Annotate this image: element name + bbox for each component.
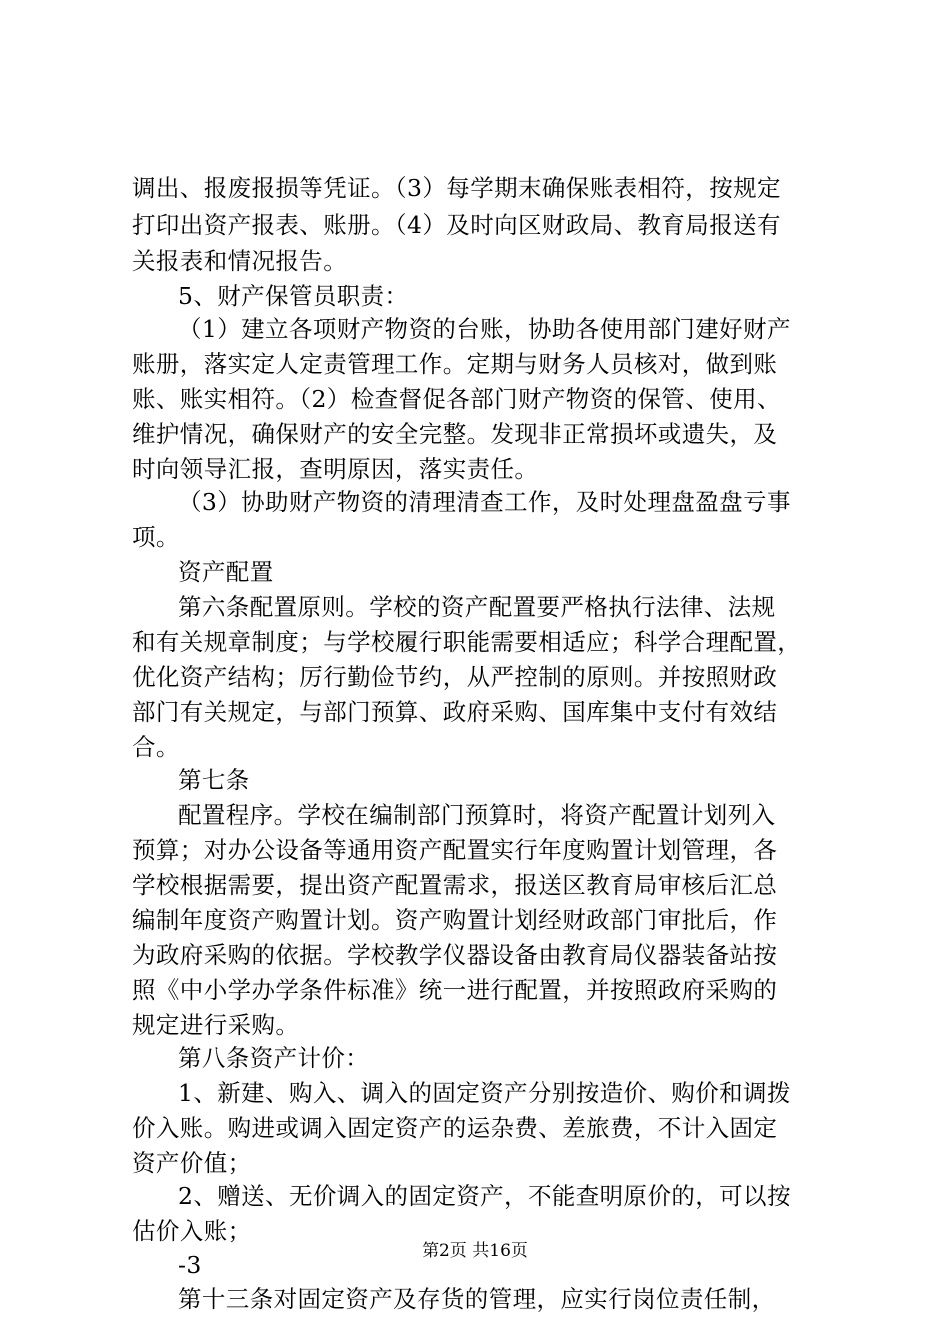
text-line: -3 [178,1251,202,1279]
text-line: 项。 [132,523,180,551]
text-line: 学校根据需要，提出资产配置需求，报送区教育局审核后汇总 [132,871,778,899]
text-line: 优化资产结构；厉行勤俭节约，从严控制的原则。并按照财政 [132,663,778,691]
text-line: 预算；对办公设备等通用资产配置实行年度购置计划管理，各 [132,836,778,864]
text-line: 账、账实相符。（2）检查督促各部门财产物资的保管、使用、 [132,385,781,413]
text-line: 合。 [132,733,180,761]
text-line: 调出、报废报损等凭证。（3）每学期末确保账表相符，按规定 [132,174,781,202]
text-line: （3）协助财产物资的清理清查工作，及时处理盘盈盘亏事 [178,488,791,516]
text-line: 第六条配置原则。学校的资产配置要严格执行法律、法规 [178,593,776,621]
text-line: （1）建立各项财产物资的台账，协助各使用部门建好财产 [178,315,791,343]
section-heading: 资产配置 [178,558,274,586]
text-line: 和有关规章制度；与学校履行职能需要相适应；科学合理配置， [132,628,802,656]
text-line: 第十三条对固定资产及存货的管理，应实行岗位责任制， [178,1285,776,1313]
text-line: 规定进行采购。 [132,1011,300,1039]
text-line: 账册，落实定人定责管理工作。定期与财务人员核对，做到账 [132,350,778,378]
text-line: 维护情况，确保财产的安全完整。发现非正常损坏或遗失，及 [132,420,778,448]
section-heading: 5、财产保管员职责： [178,282,409,310]
text-line: 估价入账； [132,1217,252,1245]
text-line: 时向领导汇报，查明原因，落实责任。 [132,455,539,483]
text-line: 部门有关规定，与部门预算、政府采购、国库集中支付有效结 [132,698,778,726]
page-number-footer: 第2页 共16页 [422,1241,528,1261]
section-heading: 第七条 [178,766,250,794]
text-line: 配置程序。学校在编制部门预算时，将资产配置计划列入 [178,801,776,829]
text-line: 2、赠送、无价调入的固定资产，不能查明原价的，可以按 [178,1182,791,1210]
text-line: 编制年度资产购置计划。资产购置计划经财政部门审批后，作 [132,906,778,934]
text-line: 打印出资产报表、账册。（4）及时向区财政局、教育局报送有 [132,211,781,239]
text-line: 价入账。购进或调入固定资产的运杂费、差旅费，不计入固定 [132,1114,778,1142]
text-line: 为政府采购的依据。学校教学仪器设备由教育局仪器装备站按 [132,941,778,969]
text-line: 照《中小学办学条件标准》统一进行配置，并按照政府采购的 [132,976,778,1004]
text-line: 1、新建、购入、调入的固定资产分别按造价、购价和调拨 [178,1079,791,1107]
text-line: 关报表和情况报告。 [132,247,348,275]
text-line: 资产价值； [132,1149,252,1177]
section-heading: 第八条资产计价： [178,1044,370,1072]
